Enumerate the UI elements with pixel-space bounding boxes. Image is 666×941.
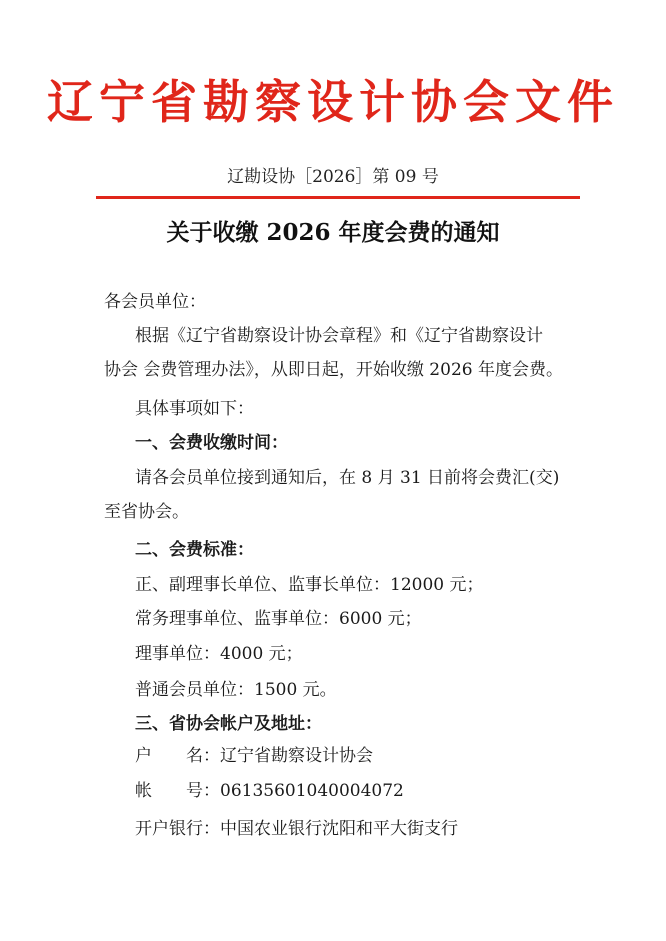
account-number-label: 帐 号： xyxy=(135,781,220,801)
fee-standard-item: 理事单位：4000 元； xyxy=(135,644,303,664)
section-1-line-1: 请各会员单位接到通知后，在 8 月 31 日前将会费汇(交) xyxy=(135,468,560,488)
intro-line-1: 根据《辽宁省勘察设计协会章程》和《辽宁省勘察设计 xyxy=(135,326,543,346)
document-header-title: 辽宁省勘察设计协会文件 xyxy=(47,75,619,129)
intro-line-2: 协会 会费管理办法》，从即日起，开始收缴 2026 年度会费。 xyxy=(104,360,563,380)
account-name-row xyxy=(135,739,605,773)
fee-standard-item: 正、副理事长单位、监事长单位：12000 元； xyxy=(135,575,484,595)
section-2-heading: 二、会费标准： xyxy=(135,540,254,560)
section-1-line-2: 至省协会。 xyxy=(104,502,189,522)
account-name-value: 辽宁省勘察设计协会 xyxy=(220,746,373,766)
details-intro: 具体事项如下： xyxy=(135,399,254,419)
account-name-label: 户 名： xyxy=(135,746,220,766)
document-number: 辽勘设协［2026］第 09 号 xyxy=(227,167,439,187)
header-divider-line xyxy=(96,196,580,199)
fee-standard-item: 常务理事单位、监事单位：6000 元； xyxy=(135,609,422,629)
notice-title: 关于收缴 2026 年度会费的通知 xyxy=(166,219,500,246)
account-number-row xyxy=(135,774,605,808)
bank-value: 中国农业银行沈阳和平大街支行 xyxy=(220,819,458,839)
section-1-heading: 一、会费收缴时间： xyxy=(135,433,288,453)
fee-standard-item: 普通会员单位：1500 元。 xyxy=(135,680,337,700)
account-number-value: 06135601040004072 xyxy=(220,781,404,801)
section-3-heading: 三、省协会帐户及地址： xyxy=(135,714,322,734)
bank-row xyxy=(135,812,605,846)
salutation: 各会员单位： xyxy=(104,292,206,312)
bank-label: 开户银行： xyxy=(135,819,220,839)
